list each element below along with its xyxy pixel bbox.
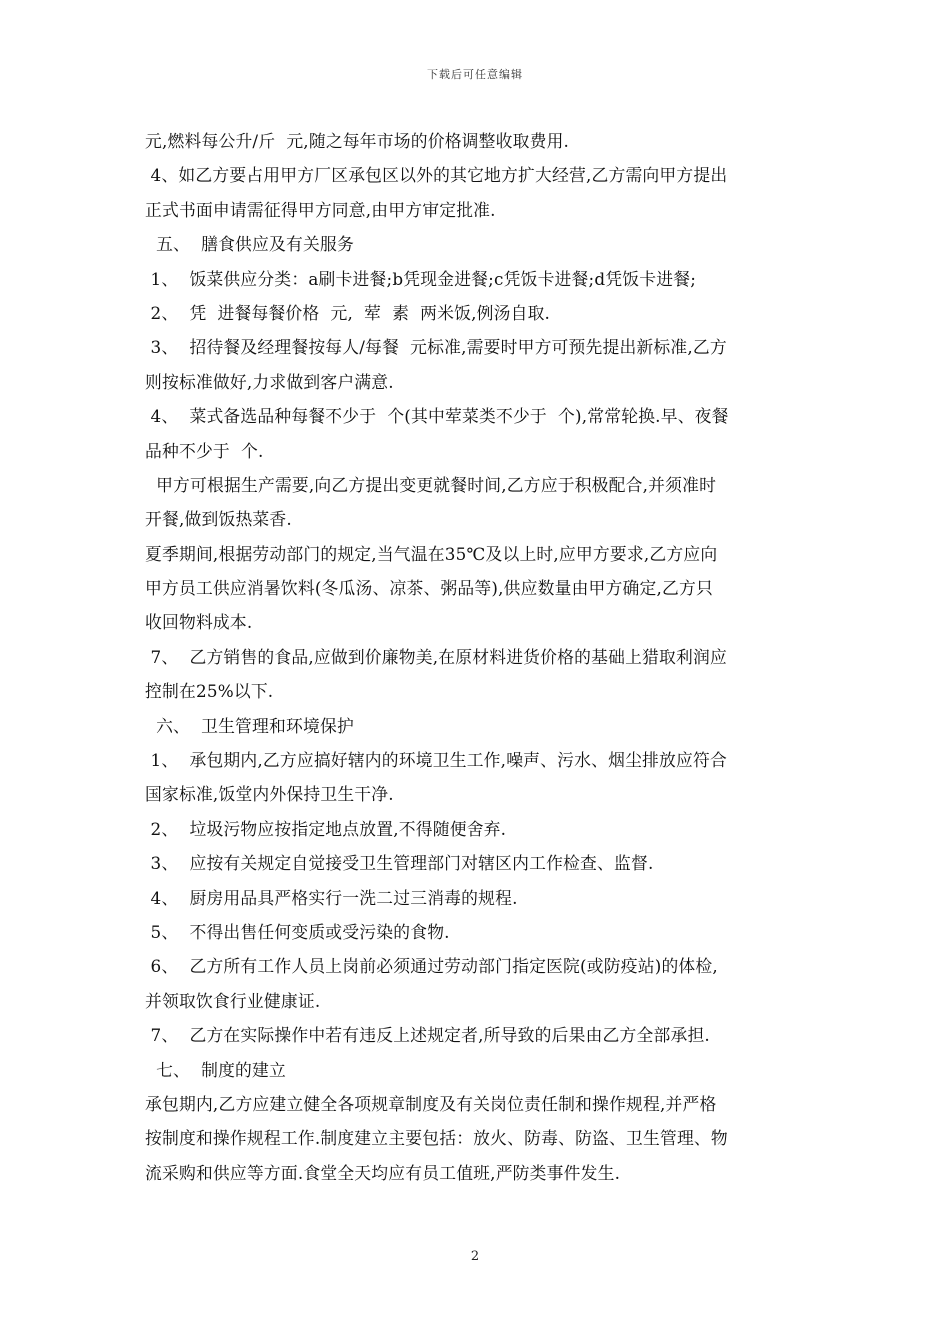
text-line: 2、 垃圾污物应按指定地点放置,不得随便舍弃. [145,818,507,839]
text-line: 4、 厨房用品具严格实行一洗二过三消毒的规程. [145,887,518,908]
text-line: 7、 乙方在实际操作中若有违反上述规定者,所导致的后果由乙方全部承担. [145,1025,710,1046]
text-line: 承包期内,乙方应建立健全各项规章制度及有关岗位责任制和操作规程,并严格 [145,1093,717,1114]
text-line: 2、 凭 进餐每餐价格 元, 荤 素 两米饭,例汤自取. [145,302,551,323]
text-line: 并领取饮食行业健康证. [145,990,321,1011]
text-line: 正式书面申请需征得甲方同意,由甲方审定批准. [145,199,496,220]
text-line: 六、 卫生管理和环境保护 [145,715,354,736]
text-line: 七、 制度的建立 [145,1059,287,1080]
text-line: 五、 膳食供应及有关服务 [145,234,354,255]
text-line: 4、 菜式备选品种每餐不少于 个(其中荤菜类不少于 个),常常轮换.早、夜餐 [145,406,729,427]
text-line: 3、 应按有关规定自觉接受卫生管理部门对辖区内工作检查、监督. [145,853,654,874]
text-line: 开餐,做到饭热菜香. [145,509,292,530]
text-line: 按制度和操作规程工作.制度建立主要包括：放火、防毒、防盗、卫生管理、物 [145,1128,728,1149]
text-line: 7、 乙方销售的食品,应做到价廉物美,在原材料进货价格的基础上猎取利润应 [145,646,727,667]
text-line: 6、 乙方所有工作人员上岗前必须通过劳动部门指定医院(或防疫站)的体检, [145,956,718,977]
document-body [145,124,815,1190]
text-line: 3、 招待餐及经理餐按每人/每餐 元标准,需要时甲方可预先提出新标准,乙方 [145,337,727,358]
page-header: 下载后可任意编辑 [427,68,523,81]
text-line: 甲方可根据生产需要,向乙方提出变更就餐时间,乙方应于积极配合,并须准时 [145,474,717,495]
text-line: 5、 不得出售任何变质或受污染的食物. [145,921,450,942]
text-line: 国家标准,饭堂内外保持卫生干净. [145,784,394,805]
text-line: 甲方员工供应消暑饮料(冬瓜汤、凉茶、粥品等),供应数量由甲方确定,乙方只 [145,578,713,599]
text-line: 1、 承包期内,乙方应搞好辖内的环境卫生工作,噪声、污水、烟尘排放应符合 [145,750,727,771]
page-number: 2 [470,1249,480,1264]
text-line: 收回物料成本. [145,612,253,633]
text-line: 控制在25%以下. [145,681,274,702]
text-line: 元,燃料每公升/斤 元,随之每年市场的价格调整收取费用. [145,131,570,151]
text-line: 品种不少于 个. [145,440,264,461]
text-line: 4、如乙方要占用甲方厂区承包区以外的其它地方扩大经营,乙方需向甲方提出 [145,165,728,186]
text-line: 流采购和供应等方面.食堂全天均应有员工值班,严防类事件发生. [145,1162,621,1183]
text-line: 则按标准做好,力求做到客户满意. [145,371,394,392]
text-line: 夏季期间,根据劳动部门的规定,当气温在35℃及以上时,应甲方要求,乙方应向 [145,543,718,564]
text-line: 1、 饭菜供应分类：a刷卡进餐;b凭现金进餐;c凭饭卡进餐;d凭饭卡进餐; [145,268,697,289]
